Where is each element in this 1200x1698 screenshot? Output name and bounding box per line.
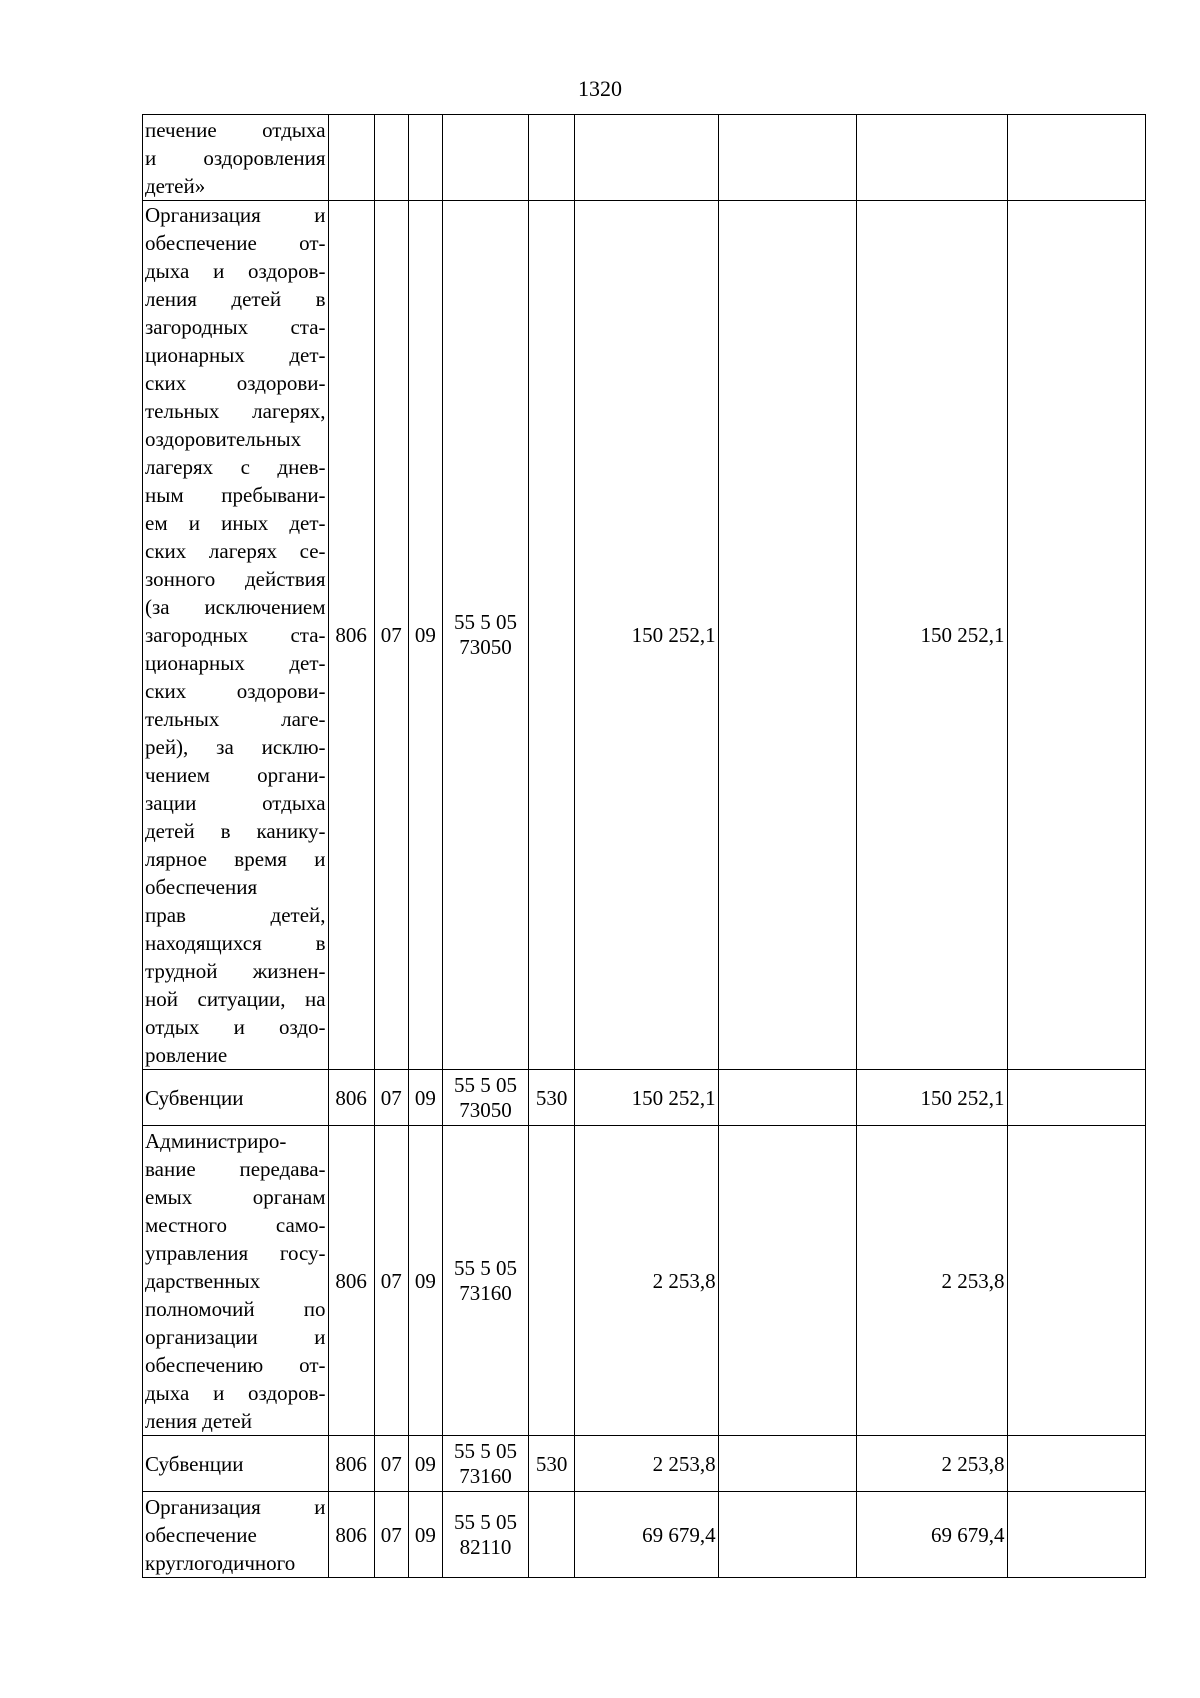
description-line: вание передава- bbox=[145, 1156, 326, 1181]
table-row bbox=[143, 1436, 1146, 1492]
description-line: ских лагерях се- bbox=[145, 539, 326, 563]
expense-type-cell: 530 bbox=[529, 1070, 575, 1126]
amount-total-cell: 150 252,1 bbox=[575, 201, 718, 1070]
description-cell bbox=[143, 1126, 329, 1436]
description-cell bbox=[143, 115, 329, 201]
target-article-line: 55 5 05 bbox=[453, 610, 517, 634]
description-line: обеспечение bbox=[145, 1522, 257, 1547]
description-line: трудной жизнен- bbox=[145, 959, 326, 983]
expense-type-cell bbox=[529, 1126, 575, 1436]
description-line: ной ситуации, на bbox=[145, 987, 326, 1011]
expense-type-cell bbox=[529, 201, 575, 1070]
table-row bbox=[143, 115, 1146, 201]
ministry-code-cell: 806 bbox=[328, 1070, 374, 1126]
amount-col2-cell bbox=[718, 1492, 856, 1578]
description-line: обеспечение от- bbox=[145, 231, 326, 255]
description-cell bbox=[143, 1070, 329, 1126]
subsection-code-cell: 09 bbox=[408, 1070, 442, 1126]
target-article-cell bbox=[442, 1492, 528, 1578]
description-line: рей), за исклю- bbox=[145, 735, 326, 759]
target-article-cell bbox=[442, 1070, 528, 1126]
description-cell bbox=[143, 1492, 329, 1578]
amount-col4-cell bbox=[1007, 1436, 1146, 1492]
target-article-cell bbox=[442, 1436, 528, 1492]
table-body bbox=[143, 115, 1146, 1578]
description-line: тельных лаге- bbox=[145, 707, 326, 731]
target-article-line: 55 5 05 bbox=[453, 1509, 517, 1534]
description-line: зации отдыха bbox=[145, 791, 326, 815]
description-line: обеспечения bbox=[145, 875, 258, 899]
amount-col2-cell bbox=[718, 1126, 856, 1436]
description-line: организации и bbox=[145, 1324, 326, 1349]
amount-col3-cell: 150 252,1 bbox=[857, 1070, 1007, 1126]
budget-table bbox=[142, 114, 1146, 1578]
description-line: ских оздорови- bbox=[145, 679, 326, 703]
table-row bbox=[143, 1126, 1146, 1436]
description-line: и оздоровления bbox=[145, 145, 326, 170]
subsection-code-cell: 09 bbox=[408, 201, 442, 1070]
description-line: оздоровительных bbox=[145, 427, 302, 451]
description-line: загородных ста- bbox=[145, 623, 326, 647]
description-line: ным пребывани- bbox=[145, 483, 326, 507]
description-line: ления детей bbox=[145, 1408, 252, 1433]
ministry-code-cell: 806 bbox=[328, 201, 374, 1070]
amount-col4-cell bbox=[1007, 1126, 1146, 1436]
amount-col4-cell bbox=[1007, 115, 1146, 201]
ministry-code-cell: 806 bbox=[328, 1436, 374, 1492]
description-line: находящихся в bbox=[145, 931, 326, 955]
amount-col3-cell: 2 253,8 bbox=[857, 1436, 1007, 1492]
description-line: ем и иных дет- bbox=[145, 511, 326, 535]
description-line: тельных лагерях, bbox=[145, 399, 326, 423]
description-line: дарственных bbox=[145, 1268, 261, 1293]
description-line: управления госу- bbox=[145, 1240, 326, 1265]
target-article-line: 73160 bbox=[459, 1280, 512, 1305]
target-article-line: 73050 bbox=[459, 1097, 512, 1122]
amount-total-cell: 69 679,4 bbox=[575, 1492, 718, 1578]
page-number: 1320 bbox=[578, 76, 622, 101]
description-line: круглогодичного bbox=[145, 1550, 296, 1575]
section-code-cell: 07 bbox=[374, 1126, 408, 1436]
description-line: ционарных дет- bbox=[145, 343, 326, 367]
amount-total-cell: 150 252,1 bbox=[575, 1070, 718, 1126]
ministry-code-cell: 806 bbox=[328, 1126, 374, 1436]
section-code-cell: 07 bbox=[374, 1436, 408, 1492]
amount-col3-cell: 150 252,1 bbox=[857, 201, 1007, 1070]
description-line: ровление bbox=[145, 1043, 228, 1067]
ministry-code-cell bbox=[328, 115, 374, 201]
description-line: емых органам bbox=[145, 1184, 326, 1209]
description-line: лярное время и bbox=[145, 847, 326, 871]
description-line: дыха и оздоров- bbox=[145, 1380, 326, 1405]
expense-type-cell: 530 bbox=[529, 1436, 575, 1492]
section-code-cell: 07 bbox=[374, 201, 408, 1070]
table-row bbox=[143, 1492, 1146, 1578]
amount-total-cell: 2 253,8 bbox=[575, 1436, 718, 1492]
description-line: прав детей, bbox=[145, 903, 326, 927]
subsection-code-cell: 09 bbox=[408, 1436, 442, 1492]
description-cell bbox=[143, 201, 329, 1070]
amount-col3-cell bbox=[857, 115, 1007, 201]
subsection-code-cell: 09 bbox=[408, 1126, 442, 1436]
section-code-cell: 07 bbox=[374, 1070, 408, 1126]
description-line: дыха и оздоров- bbox=[145, 259, 326, 283]
amount-col2-cell bbox=[718, 115, 856, 201]
amount-total-cell: 2 253,8 bbox=[575, 1126, 718, 1436]
description-line: отдых и оздо- bbox=[145, 1015, 326, 1039]
target-article-line: 82110 bbox=[459, 1534, 512, 1559]
description-line: Организация и bbox=[145, 1494, 326, 1519]
description-line: Субвенции bbox=[145, 1451, 244, 1476]
target-article-line: 73160 bbox=[459, 1463, 512, 1488]
amount-col2-cell bbox=[718, 201, 856, 1070]
description-line: печение отдыха bbox=[145, 117, 326, 142]
target-article-line: 55 5 05 bbox=[453, 1072, 517, 1097]
description-line: зонного действия bbox=[145, 567, 326, 591]
description-cell bbox=[143, 1436, 329, 1492]
ministry-code-cell: 806 bbox=[328, 1492, 374, 1578]
description-line: Субвенции bbox=[145, 1085, 244, 1110]
table-row bbox=[143, 1070, 1146, 1126]
amount-col4-cell bbox=[1007, 1070, 1146, 1126]
description-line: Организация и bbox=[145, 203, 326, 227]
expense-type-cell bbox=[529, 115, 575, 201]
amount-col4-cell bbox=[1007, 201, 1146, 1070]
description-line: местного само- bbox=[145, 1212, 326, 1237]
amount-col3-cell: 69 679,4 bbox=[857, 1492, 1007, 1578]
target-article-line: 73050 bbox=[459, 635, 512, 659]
amount-total-cell bbox=[575, 115, 718, 201]
amount-col2-cell bbox=[718, 1070, 856, 1126]
target-article-cell bbox=[442, 1126, 528, 1436]
subsection-code-cell: 09 bbox=[408, 1492, 442, 1578]
amount-col2-cell bbox=[718, 1436, 856, 1492]
section-code-cell: 07 bbox=[374, 1492, 408, 1578]
table-row bbox=[143, 201, 1146, 1070]
amount-col3-cell: 2 253,8 bbox=[857, 1126, 1007, 1436]
target-article-line: 55 5 05 bbox=[453, 1438, 517, 1463]
description-line: загородных ста- bbox=[145, 315, 326, 339]
description-line: ских оздорови- bbox=[145, 371, 326, 395]
description-line: детей в канику- bbox=[145, 819, 326, 843]
subsection-code-cell bbox=[408, 115, 442, 201]
section-code-cell bbox=[374, 115, 408, 201]
description-line: лагерях с днев- bbox=[145, 455, 326, 479]
description-line: чением органи- bbox=[145, 763, 326, 787]
description-line: ционарных дет- bbox=[145, 651, 326, 675]
description-line: Администриро- bbox=[145, 1128, 287, 1153]
target-article-cell bbox=[442, 201, 528, 1070]
description-line: ления детей в bbox=[145, 287, 326, 311]
expense-type-cell bbox=[529, 1492, 575, 1578]
description-line: детей» bbox=[145, 173, 206, 198]
description-line: (за исключением bbox=[145, 595, 326, 619]
target-article-cell bbox=[442, 115, 528, 201]
description-line: обеспечению от- bbox=[145, 1352, 326, 1377]
description-line: полномочий по bbox=[145, 1296, 326, 1321]
target-article-line: 55 5 05 bbox=[453, 1255, 517, 1280]
amount-col4-cell bbox=[1007, 1492, 1146, 1578]
